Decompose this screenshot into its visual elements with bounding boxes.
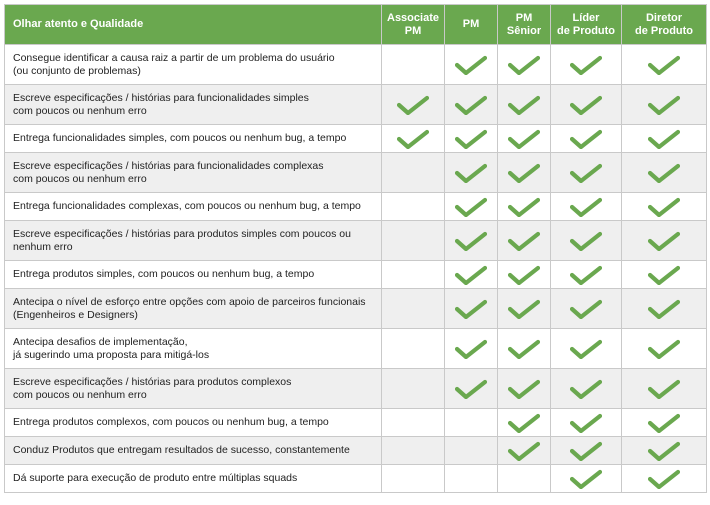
check-icon (622, 413, 706, 433)
level-cell (445, 369, 498, 409)
check-icon (551, 339, 621, 359)
table-row (5, 329, 707, 369)
row-description-line: nenhum erro (13, 240, 73, 253)
level-cell (498, 45, 551, 85)
row-description-line: Escreve especificações / histórias para funcionalidades complexas (13, 159, 324, 172)
check-icon (551, 231, 621, 251)
level-cell (551, 465, 622, 493)
level-cell (382, 369, 445, 409)
check-icon (445, 197, 497, 217)
row-description (5, 45, 382, 85)
row-description-line: já sugerindo uma proposta para mitigá-los (13, 348, 210, 361)
level-cell (551, 153, 622, 193)
row-description-line: Entrega produtos complexos, com poucos ou nenhum bug, a tempo (13, 416, 329, 428)
table-row (5, 153, 707, 193)
level-cell (498, 85, 551, 125)
check-icon (622, 231, 706, 251)
level-cell (445, 437, 498, 465)
level-cell (445, 261, 498, 289)
level-cell (382, 261, 445, 289)
check-icon (445, 379, 497, 399)
level-cell (622, 289, 707, 329)
row-description-line: Escreve especificações / histórias para produtos simples com poucos ou (13, 227, 351, 240)
row-description-line: Dá suporte para execução de produto entre múltiplas squads (13, 472, 298, 484)
check-icon (498, 55, 550, 75)
level-cell (498, 465, 551, 493)
table-row (5, 261, 707, 289)
check-icon (551, 441, 621, 461)
header-pm: PM (445, 5, 498, 45)
row-description-line: Entrega produtos simples, com poucos ou nenhum bug, a tempo (13, 268, 315, 280)
check-icon (445, 129, 497, 149)
level-cell (551, 329, 622, 369)
level-cell (445, 465, 498, 493)
row-description (5, 153, 382, 193)
row-description-line: Entrega funcionalidades simples, com poucos ou nenhum bug, a tempo (13, 132, 347, 144)
check-icon (551, 413, 621, 433)
row-description-line: com poucos ou nenhum erro (13, 104, 147, 117)
level-cell (622, 409, 707, 437)
row-description (5, 221, 382, 261)
check-icon (551, 95, 621, 115)
level-cell (551, 45, 622, 85)
check-icon (498, 413, 550, 433)
table-row (5, 45, 707, 85)
check-icon (445, 55, 497, 75)
row-description-line: com poucos ou nenhum erro (13, 172, 147, 185)
level-cell (551, 125, 622, 153)
row-description-line: Antecipa o nível de esforço entre opções com apoio de parceiros funcionais (13, 295, 366, 308)
header-lider-de-produto: Líder de Produto (551, 5, 622, 45)
table-row (5, 465, 707, 493)
level-cell (551, 261, 622, 289)
check-icon (622, 379, 706, 399)
check-icon (622, 129, 706, 149)
level-cell (382, 125, 445, 153)
check-icon (498, 231, 550, 251)
level-cell (445, 409, 498, 437)
level-cell (445, 153, 498, 193)
level-cell (382, 409, 445, 437)
check-icon (445, 299, 497, 319)
row-description-line: Consegue identificar a causa raiz a partir de um problema do usuário (13, 51, 335, 64)
level-cell (551, 85, 622, 125)
check-icon (551, 469, 621, 489)
header-diretor-de-produto: Diretor de Produto (622, 5, 707, 45)
level-cell (551, 221, 622, 261)
level-cell (382, 153, 445, 193)
check-icon (551, 197, 621, 217)
level-cell (622, 465, 707, 493)
check-icon (551, 299, 621, 319)
table-row (5, 221, 707, 261)
check-icon (622, 265, 706, 285)
row-description-line: (ou conjunto de problemas) (13, 64, 141, 77)
level-cell (498, 409, 551, 437)
check-icon (498, 129, 550, 149)
level-cell (622, 437, 707, 465)
header-pm-senior: PM Sênior (498, 5, 551, 45)
level-cell (498, 221, 551, 261)
level-cell (382, 221, 445, 261)
level-cell (622, 193, 707, 221)
row-description (5, 465, 382, 493)
level-cell (551, 369, 622, 409)
level-cell (498, 329, 551, 369)
check-icon (622, 163, 706, 183)
row-description (5, 85, 382, 125)
level-cell (498, 369, 551, 409)
check-icon (622, 55, 706, 75)
check-icon (445, 95, 497, 115)
check-icon (498, 163, 550, 183)
table-row (5, 369, 707, 409)
check-icon (622, 339, 706, 359)
row-description (5, 369, 382, 409)
check-icon (498, 339, 550, 359)
level-cell (498, 125, 551, 153)
check-icon (445, 231, 497, 251)
level-cell (498, 193, 551, 221)
level-cell (622, 85, 707, 125)
check-icon (498, 197, 550, 217)
check-icon (551, 265, 621, 285)
table-row (5, 437, 707, 465)
level-cell (551, 437, 622, 465)
level-cell (622, 125, 707, 153)
level-cell (445, 329, 498, 369)
level-cell (382, 437, 445, 465)
level-cell (445, 45, 498, 85)
level-cell (551, 289, 622, 329)
check-icon (498, 95, 550, 115)
row-description-line: Antecipa desafios de implementação, (13, 335, 188, 348)
level-cell (445, 289, 498, 329)
level-cell (382, 85, 445, 125)
table-row (5, 85, 707, 125)
level-cell (622, 45, 707, 85)
level-cell (445, 221, 498, 261)
row-description-line: com poucos ou nenhum erro (13, 388, 147, 401)
level-cell (622, 221, 707, 261)
level-cell (498, 437, 551, 465)
check-icon (551, 163, 621, 183)
level-cell (445, 125, 498, 153)
check-icon (498, 441, 550, 461)
table-row (5, 193, 707, 221)
check-icon (498, 299, 550, 319)
row-description-line: Escreve especificações / histórias para produtos complexos (13, 375, 292, 388)
check-icon (445, 163, 497, 183)
row-description-line: Conduz Produtos que entregam resultados de sucesso, constantemente (13, 444, 350, 456)
row-description (5, 289, 382, 329)
check-icon (498, 379, 550, 399)
row-description (5, 193, 382, 221)
level-cell (382, 465, 445, 493)
matrix-body (5, 45, 707, 493)
header-title: Olhar atento e Qualidade (5, 5, 382, 45)
level-cell (382, 329, 445, 369)
level-cell (622, 153, 707, 193)
check-icon (445, 265, 497, 285)
table-row (5, 289, 707, 329)
check-icon (551, 129, 621, 149)
check-icon (622, 95, 706, 115)
row-description (5, 261, 382, 289)
check-icon (622, 197, 706, 217)
level-cell (382, 289, 445, 329)
level-cell (498, 153, 551, 193)
check-icon (498, 265, 550, 285)
level-cell (551, 193, 622, 221)
level-cell (445, 85, 498, 125)
level-cell (445, 193, 498, 221)
check-icon (382, 129, 444, 149)
level-cell (382, 193, 445, 221)
row-description (5, 409, 382, 437)
level-cell (551, 409, 622, 437)
level-cell (622, 261, 707, 289)
row-description-line: Entrega funcionalidades complexas, com poucos ou nenhum bug, a tempo (13, 200, 361, 212)
check-icon (445, 339, 497, 359)
check-icon (551, 55, 621, 75)
check-icon (622, 469, 706, 489)
level-cell (498, 261, 551, 289)
table-row (5, 125, 707, 153)
level-cell (622, 329, 707, 369)
row-description (5, 125, 382, 153)
check-icon (622, 441, 706, 461)
row-description-line: Escreve especificações / histórias para funcionalidades simples (13, 91, 309, 104)
row-description (5, 329, 382, 369)
level-cell (382, 45, 445, 85)
row-description-line: (Engenheiros e Designers) (13, 308, 138, 321)
level-cell (498, 289, 551, 329)
table-row (5, 409, 707, 437)
header-row (5, 5, 707, 45)
header-associate-pm: Associate PM (382, 5, 445, 45)
competency-matrix-table (4, 4, 707, 493)
check-icon (551, 379, 621, 399)
check-icon (622, 299, 706, 319)
level-cell (622, 369, 707, 409)
row-description (5, 437, 382, 465)
check-icon (382, 95, 444, 115)
